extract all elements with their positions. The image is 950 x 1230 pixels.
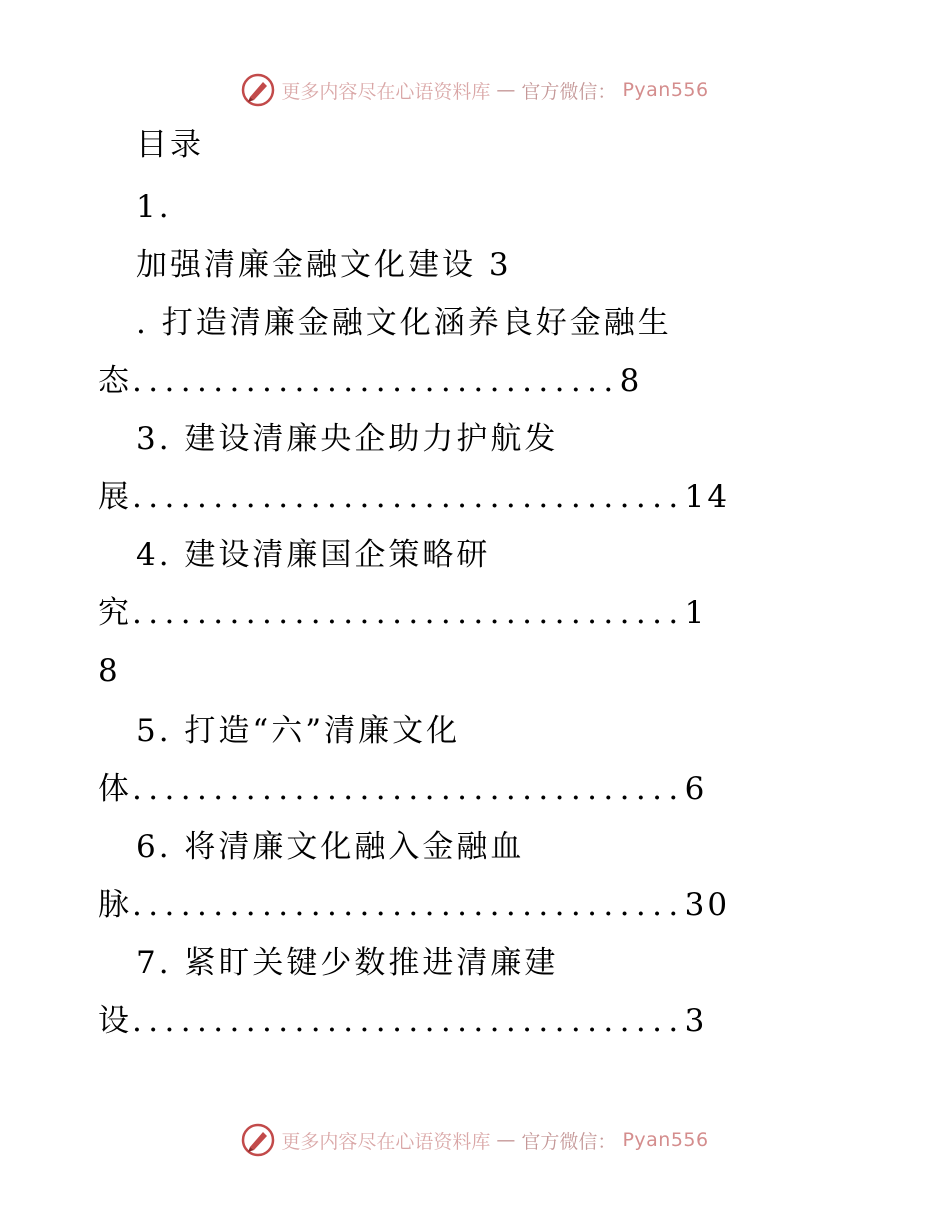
banner-wechat-id: Pyan556: [622, 79, 709, 101]
toc-entry-7-char: 脉: [98, 887, 132, 923]
pen-logo-icon: [241, 1123, 275, 1157]
toc-entry-7-page: 30: [684, 887, 731, 923]
toc-entry-6-page: 6: [684, 771, 708, 807]
banner-main-text: 更多内容尽在心语资料库: [281, 80, 491, 103]
toc-entry-3-leader: ..............................: [132, 363, 620, 399]
toc-entry-8-line1: 7. 紧盯关键少数推进清廉建: [136, 945, 559, 981]
toc-entry-5-page: 1: [684, 595, 708, 631]
banner-dash: —: [496, 79, 516, 101]
toc-entry-3-line2: [98, 363, 643, 399]
toc-entry-5-char: 究: [98, 595, 132, 631]
banner-main-text: 更多内容尽在心语资料库: [281, 1130, 491, 1153]
toc-entry-3-page: 8: [619, 363, 643, 399]
footer-banner: [0, 1122, 950, 1158]
banner-wechat-id: Pyan556: [622, 1129, 709, 1151]
toc-entry-5-line1: 4. 建设清廉国企策略研: [136, 537, 491, 573]
toc-entry-4-page: 14: [684, 479, 731, 515]
toc-title: 目录: [136, 127, 204, 163]
toc-entry-3-line1: . 打造清廉金融文化涵养良好金融生: [136, 305, 672, 341]
toc-entry-8-char: 设: [98, 1003, 132, 1039]
toc-entry-2-line1: 加强清廉金融文化建设 3: [136, 247, 512, 283]
toc-entry-5-leader: ..................................: [132, 595, 685, 631]
toc-entry-4-line1: 3. 建设清廉央企助力护航发: [136, 421, 559, 457]
toc-entry-6-char: 体: [98, 771, 132, 807]
toc-entry-5-page-cont: 8: [98, 653, 121, 689]
toc-entry-3-char: 态: [98, 363, 132, 399]
toc-entry-4-char: 展: [98, 479, 132, 515]
toc-entry-6-line2: [98, 771, 708, 807]
toc-entry-8-page: 3: [684, 1003, 708, 1039]
toc-entry-5-line2: [98, 595, 708, 631]
banner-sub-text: 官方微信：: [521, 1130, 617, 1153]
toc-entry-4-leader: ..................................: [132, 479, 685, 515]
toc-entry-7-leader: ..................................: [132, 887, 685, 923]
toc-entry-7-line2: [98, 887, 731, 923]
toc-entry-1-line1: 1.: [136, 189, 172, 225]
toc-entry-4-line2: [98, 479, 731, 515]
toc-entry-6-leader: ..................................: [132, 771, 685, 807]
toc-entry-6-line1: 5. 打造“六”清廉文化: [136, 713, 461, 749]
banner-sub-text: 官方微信：: [521, 80, 617, 103]
toc-entry-7-line1: 6. 将清廉文化融入金融血: [136, 829, 525, 865]
toc-entry-8-line2: [98, 1003, 708, 1039]
toc-entry-8-leader: ..................................: [132, 1003, 685, 1039]
banner-dash: —: [496, 1129, 516, 1151]
